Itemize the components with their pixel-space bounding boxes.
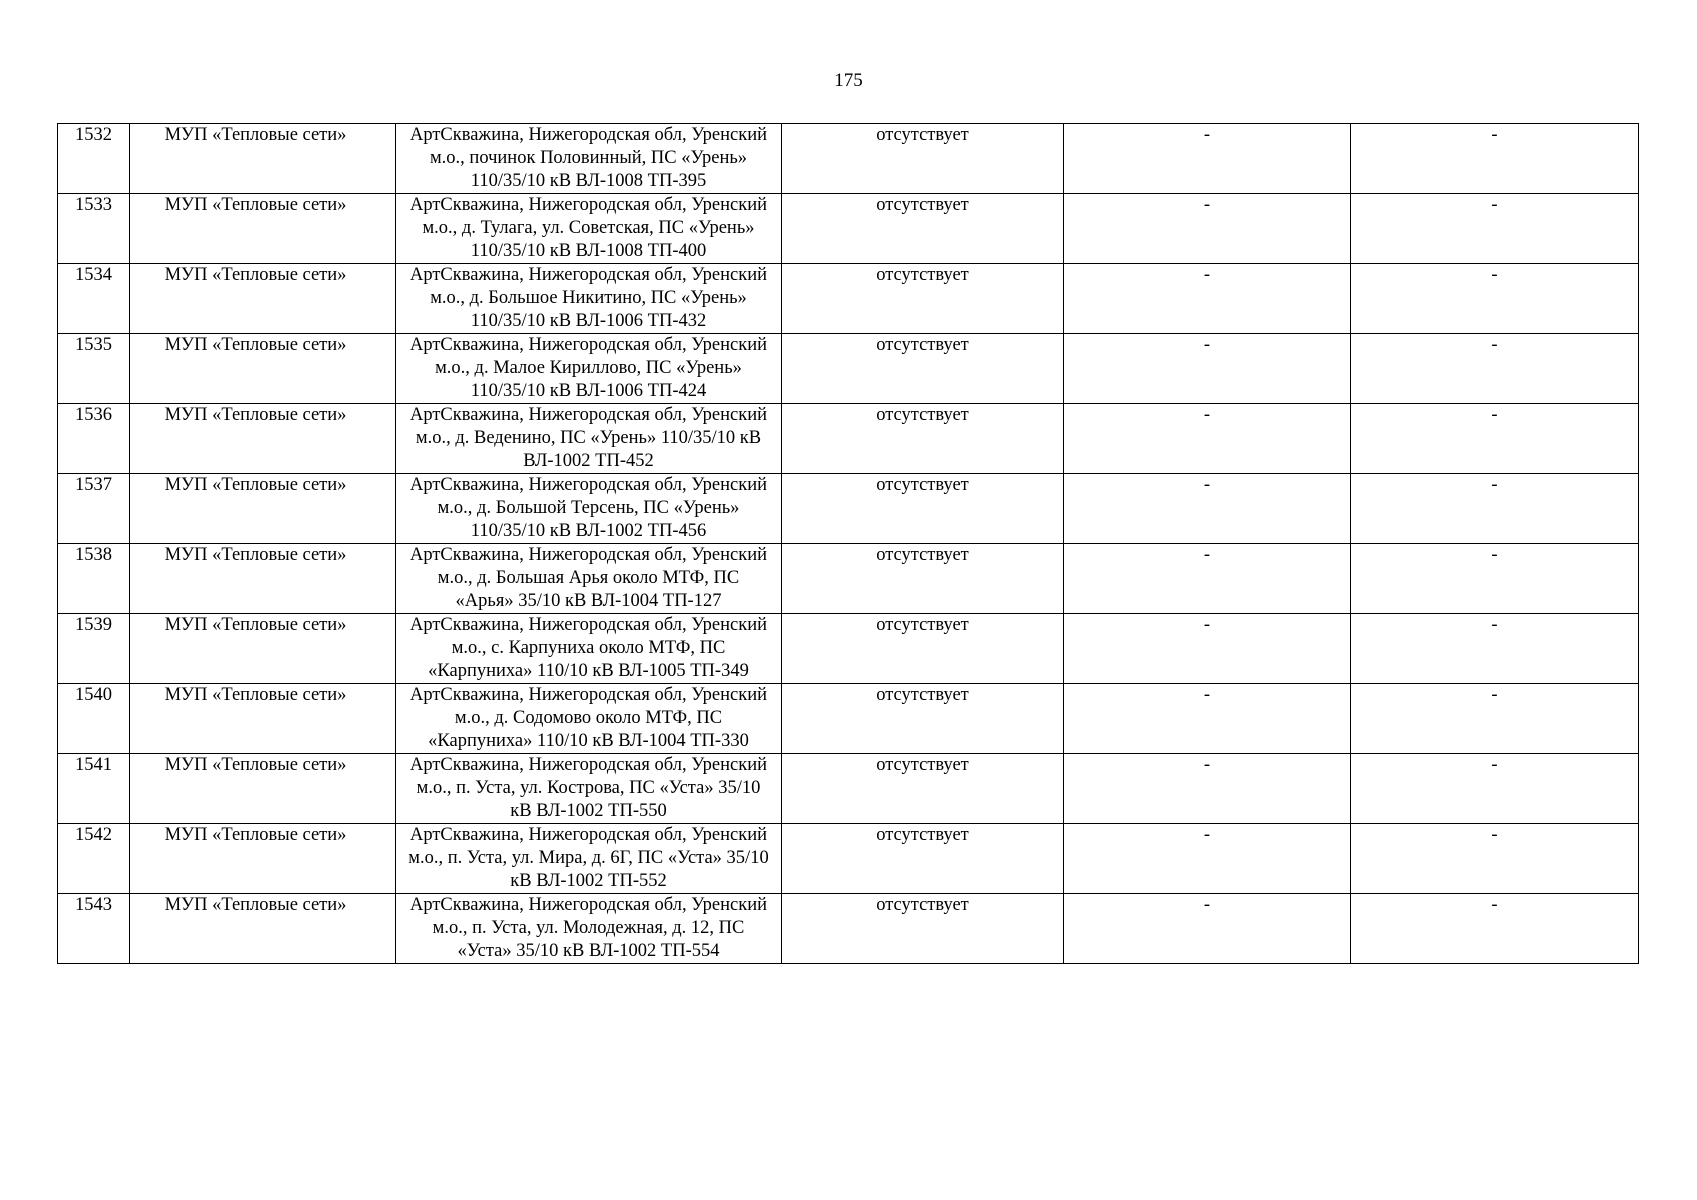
value-cell-5: - [1064, 614, 1351, 684]
object-address-cell: АртСкважина, Нижегородская обл, Уренский м.о., д. Большое Никитино, ПС «Урень» 110/35/10 кВ ВЛ-1006 ТП-432 [396, 264, 782, 334]
value-cell-5: - [1064, 894, 1351, 964]
status-cell: отсутствует [782, 684, 1064, 754]
row-number-cell: 1540 [58, 684, 130, 754]
object-address-cell: АртСкважина, Нижегородская обл, Уренский м.о., починок Половинный, ПС «Урень» 110/35/10 кВ ВЛ-1008 ТП-395 [396, 124, 782, 194]
object-address-cell: АртСкважина, Нижегородская обл, Уренский м.о., д. Большая Арья около МТФ, ПС «Арья» 35/10 кВ ВЛ-1004 ТП-127 [396, 544, 782, 614]
value-cell-6: - [1351, 124, 1639, 194]
value-cell-5: - [1064, 754, 1351, 824]
organization-cell: МУП «Тепловые сети» [130, 684, 396, 754]
organization-cell: МУП «Тепловые сети» [130, 754, 396, 824]
status-cell: отсутствует [782, 474, 1064, 544]
value-cell-6: - [1351, 334, 1639, 404]
table-row [58, 684, 1639, 754]
status-cell: отсутствует [782, 824, 1064, 894]
object-address-cell: АртСкважина, Нижегородская обл, Уренский м.о., п. Уста, ул. Мира, д. 6Г, ПС «Уста» 35/10 кВ ВЛ-1002 ТП-552 [396, 824, 782, 894]
status-cell: отсутствует [782, 614, 1064, 684]
value-cell-5: - [1064, 544, 1351, 614]
table-row [58, 544, 1639, 614]
status-cell: отсутствует [782, 754, 1064, 824]
table-row [58, 194, 1639, 264]
value-cell-6: - [1351, 194, 1639, 264]
value-cell-6: - [1351, 474, 1639, 544]
table-row [58, 264, 1639, 334]
object-address-cell: АртСкважина, Нижегородская обл, Уренский м.о., д. Веденино, ПС «Урень» 110/35/10 кВ ВЛ-1002 ТП-452 [396, 404, 782, 474]
value-cell-5: - [1064, 334, 1351, 404]
object-address-cell: АртСкважина, Нижегородская обл, Уренский м.о., д. Содомово около МТФ, ПС «Карпуниха» 110/10 кВ ВЛ-1004 ТП-330 [396, 684, 782, 754]
table-row [58, 404, 1639, 474]
status-cell: отсутствует [782, 334, 1064, 404]
row-number-cell: 1543 [58, 894, 130, 964]
row-number-cell: 1536 [58, 404, 130, 474]
object-address-cell: АртСкважина, Нижегородская обл, Уренский м.о., д. Тулага, ул. Советская, ПС «Урень» 110/35/10 кВ ВЛ-1008 ТП-400 [396, 194, 782, 264]
row-number-cell: 1533 [58, 194, 130, 264]
object-address-cell: АртСкважина, Нижегородская обл, Уренский м.о., д. Малое Кириллово, ПС «Урень» 110/35/10 кВ ВЛ-1006 ТП-424 [396, 334, 782, 404]
value-cell-5: - [1064, 194, 1351, 264]
value-cell-5: - [1064, 824, 1351, 894]
organization-cell: МУП «Тепловые сети» [130, 334, 396, 404]
status-cell: отсутствует [782, 124, 1064, 194]
row-number-cell: 1535 [58, 334, 130, 404]
value-cell-6: - [1351, 614, 1639, 684]
organization-cell: МУП «Тепловые сети» [130, 474, 396, 544]
status-cell: отсутствует [782, 404, 1064, 474]
value-cell-6: - [1351, 894, 1639, 964]
value-cell-5: - [1064, 474, 1351, 544]
table-row [58, 474, 1639, 544]
value-cell-6: - [1351, 544, 1639, 614]
status-cell: отсутствует [782, 544, 1064, 614]
organization-cell: МУП «Тепловые сети» [130, 824, 396, 894]
table-row [58, 894, 1639, 964]
organization-cell: МУП «Тепловые сети» [130, 264, 396, 334]
object-address-cell: АртСкважина, Нижегородская обл, Уренский м.о., п. Уста, ул. Кострова, ПС «Уста» 35/10 кВ ВЛ-1002 ТП-550 [396, 754, 782, 824]
status-cell: отсутствует [782, 194, 1064, 264]
value-cell-5: - [1064, 264, 1351, 334]
table-row [58, 124, 1639, 194]
value-cell-6: - [1351, 754, 1639, 824]
page-number: 175 [834, 70, 863, 91]
organization-cell: МУП «Тепловые сети» [130, 194, 396, 264]
registry-table [57, 123, 1639, 964]
row-number-cell: 1542 [58, 824, 130, 894]
organization-cell: МУП «Тепловые сети» [130, 124, 396, 194]
organization-cell: МУП «Тепловые сети» [130, 894, 396, 964]
status-cell: отсутствует [782, 894, 1064, 964]
value-cell-6: - [1351, 404, 1639, 474]
value-cell-5: - [1064, 124, 1351, 194]
table-row [58, 614, 1639, 684]
object-address-cell: АртСкважина, Нижегородская обл, Уренский м.о., д. Большой Терсень, ПС «Урень» 110/35/10 кВ ВЛ-1002 ТП-456 [396, 474, 782, 544]
table-row [58, 824, 1639, 894]
value-cell-6: - [1351, 824, 1639, 894]
table-row [58, 334, 1639, 404]
table-row [58, 754, 1639, 824]
row-number-cell: 1541 [58, 754, 130, 824]
row-number-cell: 1539 [58, 614, 130, 684]
value-cell-5: - [1064, 684, 1351, 754]
organization-cell: МУП «Тепловые сети» [130, 404, 396, 474]
value-cell-6: - [1351, 684, 1639, 754]
row-number-cell: 1537 [58, 474, 130, 544]
status-cell: отсутствует [782, 264, 1064, 334]
organization-cell: МУП «Тепловые сети» [130, 544, 396, 614]
row-number-cell: 1534 [58, 264, 130, 334]
object-address-cell: АртСкважина, Нижегородская обл, Уренский м.о., п. Уста, ул. Молодежная, д. 12, ПС «Уста» 35/10 кВ ВЛ-1002 ТП-554 [396, 894, 782, 964]
row-number-cell: 1538 [58, 544, 130, 614]
row-number-cell: 1532 [58, 124, 130, 194]
value-cell-6: - [1351, 264, 1639, 334]
organization-cell: МУП «Тепловые сети» [130, 614, 396, 684]
object-address-cell: АртСкважина, Нижегородская обл, Уренский м.о., с. Карпуниха около МТФ, ПС «Карпуниха» 110/10 кВ ВЛ-1005 ТП-349 [396, 614, 782, 684]
registry-table-body [58, 124, 1639, 964]
value-cell-5: - [1064, 404, 1351, 474]
